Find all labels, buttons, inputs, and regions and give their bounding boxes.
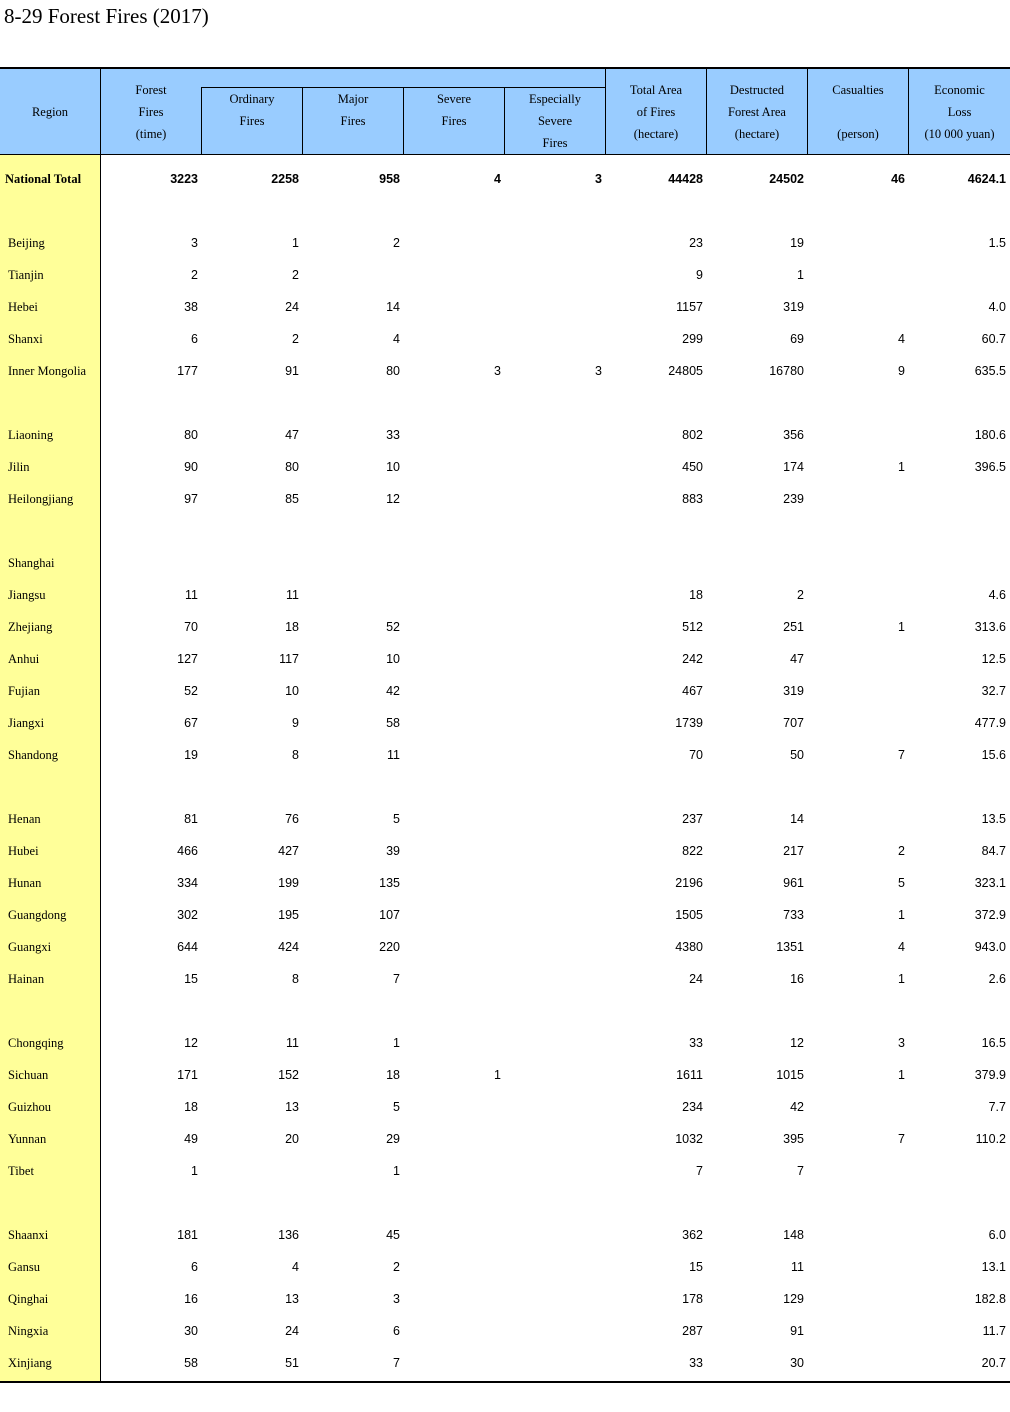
major-fires-cell: 80 [386, 364, 400, 378]
destructed-area-cell: 129 [783, 1292, 804, 1306]
economic-loss-cell: 396.5 [974, 460, 1006, 474]
casualties-cell: 1 [898, 460, 905, 474]
major-fires-cell: 4 [393, 332, 400, 346]
region-name: Beijing [8, 236, 45, 250]
forest-fires-cell: 81 [184, 812, 198, 826]
total-area-cell: 234 [682, 1100, 703, 1114]
forest-fires-cell: 16 [184, 1292, 198, 1306]
major-fires-cell: 7 [393, 972, 400, 986]
economic-loss-cell: 943.0 [974, 940, 1006, 954]
ordinary-fires-cell: 47 [285, 428, 299, 442]
major-fires-cell: 45 [386, 1228, 400, 1242]
forest-fires-cell: 90 [184, 460, 198, 474]
ordinary-fires-cell: 9 [292, 716, 299, 730]
region-name: Gansu [8, 1260, 40, 1274]
forest-fires-table [0, 67, 1010, 1383]
total-area-cell: 237 [682, 812, 703, 826]
casualties-cell: 2 [898, 844, 905, 858]
major-fires-cell: 52 [386, 620, 400, 634]
ordinary-fires-cell: 199 [278, 876, 299, 890]
divider [201, 87, 605, 88]
major-fires-cell: 1 [393, 1164, 400, 1178]
header-region: Region [31, 104, 69, 119]
region-name: Henan [8, 812, 41, 826]
region-name: Shaanxi [8, 1228, 49, 1242]
region-name: Hainan [8, 972, 45, 986]
ordinary-fires-cell: 13 [285, 1292, 299, 1306]
table-row [0, 489, 1010, 509]
table-row [0, 233, 1010, 253]
region-name: Tianjin [8, 268, 44, 282]
region-name: Ningxia [8, 1324, 49, 1338]
header-especially-severe-fires: Especially Severe Fires [528, 91, 582, 150]
destructed-area-cell: 148 [783, 1228, 804, 1242]
divider [302, 87, 303, 154]
especially-severe-fires-cell: 3 [595, 172, 602, 186]
forest-fires-cell: 19 [184, 748, 198, 762]
casualties-cell: 7 [898, 748, 905, 762]
table-row [0, 1161, 1010, 1181]
major-fires-cell: 29 [386, 1132, 400, 1146]
region-name: Guangxi [8, 940, 52, 954]
header-destructed-area: Destructed Forest Area (hectare) [728, 82, 786, 141]
ordinary-fires-cell: 195 [278, 908, 299, 922]
region-name: Zhejiang [8, 620, 53, 634]
region-name: Chongqing [8, 1036, 64, 1050]
region-name: Jilin [8, 460, 30, 474]
header-total-area: Total Area of Fires (hectare) [629, 82, 683, 141]
ordinary-fires-cell: 13 [285, 1100, 299, 1114]
total-area-cell: 883 [682, 492, 703, 506]
economic-loss-cell: 84.7 [981, 844, 1006, 858]
destructed-area-cell: 961 [783, 876, 804, 890]
major-fires-cell: 12 [386, 492, 400, 506]
ordinary-fires-cell: 11 [286, 588, 299, 602]
forest-fires-cell: 171 [177, 1068, 198, 1082]
region-name: Hebei [8, 300, 38, 314]
table-row [0, 1097, 1010, 1117]
economic-loss-cell: 7.7 [988, 1100, 1006, 1114]
destructed-area-cell: 2 [797, 588, 804, 602]
destructed-area-cell: 1351 [776, 940, 804, 954]
major-fires-cell: 10 [386, 460, 400, 474]
ordinary-fires-cell: 20 [285, 1132, 299, 1146]
total-area-cell: 7 [696, 1164, 703, 1178]
casualties-cell: 1 [898, 620, 905, 634]
table-row [0, 553, 1010, 573]
forest-fires-cell: 127 [177, 652, 198, 666]
table-header [0, 67, 1010, 155]
economic-loss-cell: 1.5 [988, 236, 1006, 250]
major-fires-cell: 2 [393, 1260, 400, 1274]
forest-fires-cell: 38 [184, 300, 198, 314]
table-row [0, 905, 1010, 925]
total-row [0, 169, 1010, 189]
total-area-cell: 802 [682, 428, 703, 442]
total-area-cell: 242 [682, 652, 703, 666]
total-area-cell: 1739 [675, 716, 703, 730]
total-area-cell: 287 [682, 1324, 703, 1338]
major-fires-cell: 958 [379, 172, 400, 186]
table-row [0, 425, 1010, 445]
forest-fires-cell: 30 [184, 1324, 198, 1338]
economic-loss-cell: 32.7 [981, 684, 1006, 698]
total-area-cell: 450 [682, 460, 703, 474]
forest-fires-cell: 70 [184, 620, 198, 634]
destructed-area-cell: 24502 [769, 172, 804, 186]
ordinary-fires-cell: 152 [278, 1068, 299, 1082]
ordinary-fires-cell: 24 [285, 300, 299, 314]
total-area-cell: 467 [682, 684, 703, 698]
region-name: Heilongjiang [8, 492, 74, 506]
forest-fires-cell: 644 [177, 940, 198, 954]
destructed-area-cell: 251 [783, 620, 804, 634]
header-forest-fires: Forest Fires (time) [135, 82, 167, 141]
major-fires-cell: 2 [393, 236, 400, 250]
region-name: Shandong [8, 748, 58, 762]
destructed-area-cell: 319 [783, 684, 804, 698]
economic-loss-cell: 2.6 [988, 972, 1006, 986]
economic-loss-cell: 323.1 [974, 876, 1006, 890]
forest-fires-cell: 18 [184, 1100, 198, 1114]
economic-loss-cell: 180.6 [974, 428, 1006, 442]
casualties-cell: 1 [898, 1068, 905, 1082]
table-row [0, 457, 1010, 477]
economic-loss-cell: 477.9 [974, 716, 1006, 730]
forest-fires-cell: 80 [184, 428, 198, 442]
destructed-area-cell: 19 [790, 236, 804, 250]
total-area-cell: 4380 [675, 940, 703, 954]
region-name: Shanxi [8, 332, 43, 346]
economic-loss-cell: 4624.1 [967, 172, 1006, 186]
table-row [0, 873, 1010, 893]
destructed-area-cell: 30 [790, 1356, 804, 1370]
total-area-cell: 822 [682, 844, 703, 858]
table-row [0, 1129, 1010, 1149]
region-name: Qinghai [8, 1292, 49, 1306]
casualties-cell: 5 [898, 876, 905, 890]
forest-fires-cell: 6 [191, 332, 198, 346]
table-body [0, 155, 1010, 1383]
divider [706, 69, 707, 154]
ordinary-fires-cell: 51 [285, 1356, 299, 1370]
divider [605, 69, 606, 154]
casualties-cell: 7 [898, 1132, 905, 1146]
total-area-cell: 178 [682, 1292, 703, 1306]
forest-fires-cell: 177 [177, 364, 198, 378]
casualties-cell: 4 [898, 332, 905, 346]
table-row [0, 841, 1010, 861]
ordinary-fires-cell: 91 [285, 364, 299, 378]
destructed-area-cell: 217 [783, 844, 804, 858]
major-fires-cell: 42 [386, 684, 400, 698]
forest-fires-cell: 466 [177, 844, 198, 858]
major-fires-cell: 11 [387, 748, 400, 762]
table-row [0, 585, 1010, 605]
major-fires-cell: 135 [379, 876, 400, 890]
divider [504, 87, 505, 154]
casualties-cell: 46 [891, 172, 905, 186]
total-area-cell: 1505 [675, 908, 703, 922]
region-name: Shanghai [8, 556, 55, 570]
region-name: Guangdong [8, 908, 67, 922]
casualties-cell: 9 [898, 364, 905, 378]
table-row [0, 1065, 1010, 1085]
region-name: Jiangsu [8, 588, 46, 602]
ordinary-fires-cell: 427 [278, 844, 299, 858]
header-casualties: Casualties (person) [832, 82, 884, 141]
total-area-cell: 33 [689, 1036, 703, 1050]
ordinary-fires-cell: 18 [285, 620, 299, 634]
especially-severe-fires-cell: 3 [595, 364, 602, 378]
casualties-cell: 1 [898, 972, 905, 986]
economic-loss-cell: 13.5 [981, 812, 1006, 826]
major-fires-cell: 5 [393, 812, 400, 826]
forest-fires-cell: 12 [184, 1036, 198, 1050]
total-area-cell: 512 [682, 620, 703, 634]
destructed-area-cell: 7 [797, 1164, 804, 1178]
region-name: Xinjiang [8, 1356, 52, 1370]
total-area-cell: 18 [689, 588, 703, 602]
region-name: Jiangxi [8, 716, 45, 730]
economic-loss-cell: 12.5 [981, 652, 1006, 666]
region-name: Hunan [8, 876, 42, 890]
destructed-area-cell: 69 [790, 332, 804, 346]
ordinary-fires-cell: 80 [285, 460, 299, 474]
ordinary-fires-cell: 8 [292, 748, 299, 762]
region-name: Fujian [8, 684, 40, 698]
table-row [0, 1033, 1010, 1053]
economic-loss-cell: 15.6 [981, 748, 1006, 762]
destructed-area-cell: 12 [790, 1036, 804, 1050]
major-fires-cell: 58 [386, 716, 400, 730]
region-name: National Total [5, 172, 82, 186]
total-area-cell: 70 [689, 748, 703, 762]
economic-loss-cell: 379.9 [974, 1068, 1006, 1082]
forest-fires-cell: 52 [184, 684, 198, 698]
economic-loss-cell: 11.7 [982, 1324, 1006, 1338]
forest-fires-cell: 2 [191, 268, 198, 282]
forest-fires-cell: 181 [177, 1228, 198, 1242]
severe-fires-cell: 1 [494, 1068, 501, 1082]
severe-fires-cell: 3 [494, 364, 501, 378]
economic-loss-cell: 6.0 [988, 1228, 1006, 1242]
ordinary-fires-cell: 424 [278, 940, 299, 954]
destructed-area-cell: 47 [790, 652, 804, 666]
table-row [0, 1225, 1010, 1245]
total-area-cell: 2196 [675, 876, 703, 890]
forest-fires-cell: 302 [177, 908, 198, 922]
major-fires-cell: 39 [386, 844, 400, 858]
ordinary-fires-cell: 2 [292, 332, 299, 346]
major-fires-cell: 14 [386, 300, 400, 314]
page-title: 8-29 Forest Fires (2017) [4, 4, 209, 28]
destructed-area-cell: 356 [783, 428, 804, 442]
region-name: Inner Mongolia [8, 364, 87, 378]
header-severe-fires: Severe Fires [436, 91, 471, 128]
region-name: Hubei [8, 844, 39, 858]
divider [807, 69, 808, 154]
economic-loss-cell: 110.2 [975, 1132, 1006, 1146]
ordinary-fires-cell: 136 [278, 1228, 299, 1242]
table-row [0, 617, 1010, 637]
major-fires-cell: 18 [386, 1068, 400, 1082]
total-area-cell: 24805 [668, 364, 703, 378]
forest-fires-cell: 11 [185, 588, 198, 602]
total-area-cell: 24 [689, 972, 703, 986]
major-fires-cell: 1 [393, 1036, 400, 1050]
region-name: Sichuan [8, 1068, 49, 1082]
economic-loss-cell: 4.0 [988, 300, 1006, 314]
economic-loss-cell: 16.5 [981, 1036, 1006, 1050]
economic-loss-cell: 182.8 [974, 1292, 1006, 1306]
economic-loss-cell: 60.7 [981, 332, 1006, 346]
major-fires-cell: 10 [386, 652, 400, 666]
total-area-cell: 15 [689, 1260, 703, 1274]
major-fires-cell: 3 [393, 1292, 400, 1306]
destructed-area-cell: 11 [791, 1260, 804, 1274]
total-area-cell: 1157 [676, 300, 703, 314]
ordinary-fires-cell: 2 [292, 268, 299, 282]
casualties-cell: 4 [898, 940, 905, 954]
destructed-area-cell: 733 [783, 908, 804, 922]
table-row [0, 969, 1010, 989]
region-name: Liaoning [8, 428, 54, 442]
casualties-cell: 3 [898, 1036, 905, 1050]
destructed-area-cell: 1015 [776, 1068, 804, 1082]
table-row [0, 265, 1010, 285]
forest-fires-cell: 334 [177, 876, 198, 890]
total-area-cell: 1032 [675, 1132, 703, 1146]
major-fires-cell: 5 [393, 1100, 400, 1114]
destructed-area-cell: 42 [790, 1100, 804, 1114]
header-economic-loss: Economic Loss (10 000 yuan) [924, 82, 995, 141]
divider [201, 87, 202, 154]
forest-fires-cell: 97 [184, 492, 198, 506]
total-area-cell: 33 [689, 1356, 703, 1370]
ordinary-fires-cell: 8 [292, 972, 299, 986]
table-row [0, 1321, 1010, 1341]
economic-loss-cell: 313.6 [974, 620, 1006, 634]
table-row [0, 809, 1010, 829]
table-row [0, 1257, 1010, 1277]
table-row [0, 937, 1010, 957]
destructed-area-cell: 319 [783, 300, 804, 314]
economic-loss-cell: 13.1 [981, 1260, 1006, 1274]
forest-fires-cell: 67 [184, 716, 198, 730]
forest-fires-cell: 15 [184, 972, 198, 986]
destructed-area-cell: 16780 [769, 364, 804, 378]
total-area-cell: 362 [682, 1228, 703, 1242]
table-row [0, 713, 1010, 733]
major-fires-cell: 6 [393, 1324, 400, 1338]
forest-fires-cell: 3223 [170, 172, 198, 186]
table-row [0, 1353, 1010, 1373]
divider [908, 69, 909, 154]
total-area-cell: 23 [689, 236, 703, 250]
destructed-area-cell: 174 [783, 460, 804, 474]
header-ordinary-fires: Ordinary Fires [229, 91, 275, 128]
header-major-fires: Major Fires [337, 91, 369, 128]
destructed-area-cell: 395 [783, 1132, 804, 1146]
region-name: Anhui [8, 652, 40, 666]
forest-fires-cell: 6 [191, 1260, 198, 1274]
total-area-cell: 44428 [668, 172, 703, 186]
destructed-area-cell: 1 [797, 268, 804, 282]
economic-loss-cell: 20.7 [981, 1356, 1006, 1370]
table-row [0, 649, 1010, 669]
ordinary-fires-cell: 117 [279, 652, 299, 666]
ordinary-fires-cell: 2258 [271, 172, 299, 186]
table-row [0, 1289, 1010, 1309]
table-row [0, 681, 1010, 701]
total-area-cell: 1611 [676, 1068, 703, 1082]
ordinary-fires-cell: 76 [285, 812, 299, 826]
table-row [0, 361, 1010, 381]
ordinary-fires-cell: 10 [285, 684, 299, 698]
region-name: Tibet [8, 1164, 34, 1178]
ordinary-fires-cell: 4 [292, 1260, 299, 1274]
economic-loss-cell: 635.5 [974, 364, 1006, 378]
economic-loss-cell: 372.9 [974, 908, 1006, 922]
divider [403, 87, 404, 154]
forest-fires-cell: 58 [184, 1356, 198, 1370]
destructed-area-cell: 14 [790, 812, 804, 826]
region-name: Yunnan [8, 1132, 47, 1146]
severe-fires-cell: 4 [494, 172, 501, 186]
ordinary-fires-cell: 24 [285, 1324, 299, 1338]
total-area-cell: 299 [682, 332, 703, 346]
table-row [0, 329, 1010, 349]
ordinary-fires-cell: 1 [292, 236, 299, 250]
table-row [0, 297, 1010, 317]
casualties-cell: 1 [898, 908, 905, 922]
destructed-area-cell: 707 [783, 716, 804, 730]
economic-loss-cell: 4.6 [988, 588, 1006, 602]
forest-fires-cell: 3 [191, 236, 198, 250]
major-fires-cell: 220 [379, 940, 400, 954]
destructed-area-cell: 50 [790, 748, 804, 762]
ordinary-fires-cell: 11 [286, 1036, 299, 1050]
forest-fires-cell: 1 [191, 1164, 198, 1178]
divider [100, 69, 101, 154]
major-fires-cell: 7 [393, 1356, 400, 1370]
major-fires-cell: 33 [386, 428, 400, 442]
region-name: Guizhou [8, 1100, 52, 1114]
ordinary-fires-cell: 85 [285, 492, 299, 506]
forest-fires-cell: 49 [184, 1132, 198, 1146]
destructed-area-cell: 239 [783, 492, 804, 506]
destructed-area-cell: 16 [790, 972, 804, 986]
total-area-cell: 9 [696, 268, 703, 282]
major-fires-cell: 107 [379, 908, 400, 922]
destructed-area-cell: 91 [790, 1324, 804, 1338]
table-row [0, 745, 1010, 765]
